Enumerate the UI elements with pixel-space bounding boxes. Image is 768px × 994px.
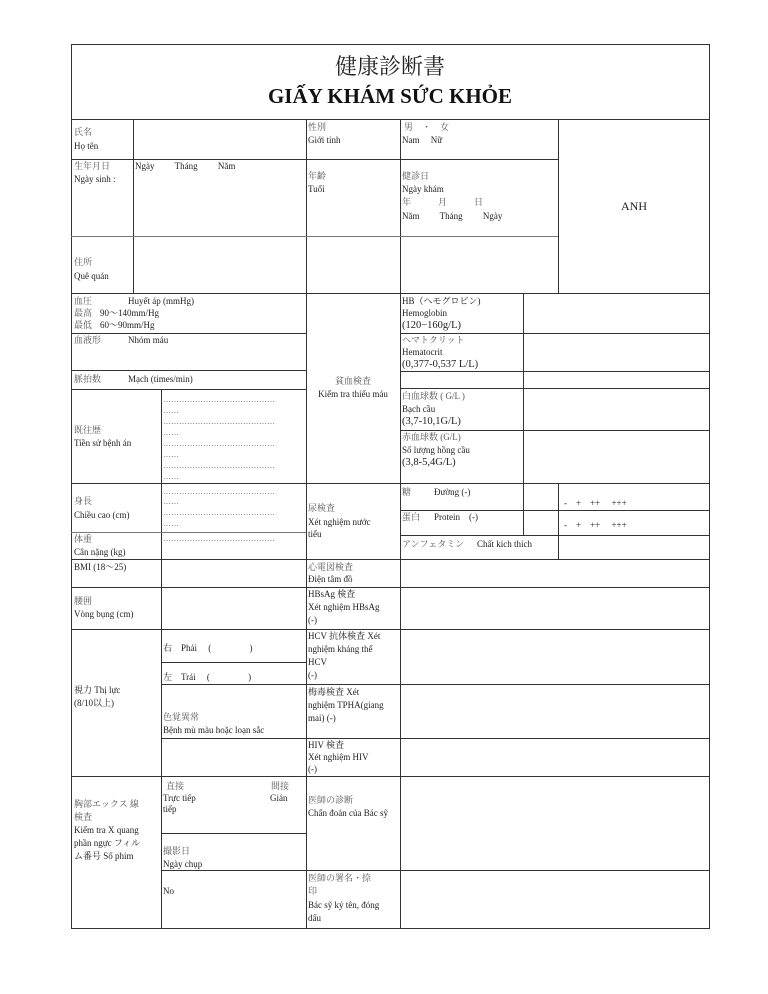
- protein-label-jp: 蛋白: [402, 512, 421, 522]
- gender-label: Giới tính: [308, 135, 341, 145]
- dotted-line: ……: [163, 519, 179, 528]
- dotted-line: ……: [163, 450, 179, 459]
- wbc-range: (3,7-10,1G/L): [402, 416, 461, 427]
- border-left: [71, 44, 72, 929]
- rbc-value-field[interactable]: [524, 431, 709, 482]
- protein-scale[interactable]: - + ++ +++: [564, 520, 627, 530]
- diagnosis-label: Chẩn đoán của Bác sỹ: [308, 808, 388, 818]
- vision-range: (8/10以上): [74, 698, 114, 708]
- protein-label: Protein (-): [434, 512, 478, 522]
- divider: [161, 662, 306, 663]
- amphetamine-value-field[interactable]: [559, 536, 709, 559]
- ecg-label-jp: 心電図検査: [308, 562, 354, 572]
- dotted-line: ……………………………………: [163, 534, 275, 543]
- tpha-label-3: mai) (-): [308, 713, 336, 723]
- dotted-line: ……………………………………: [163, 508, 275, 517]
- waist-label-jp: 腰囲: [74, 596, 93, 606]
- birthdate-label: Ngày sinh :: [74, 174, 116, 184]
- hcv-label-1: HCV 抗体検査 Xét: [308, 631, 381, 641]
- xray-indirect-jp: 間接: [271, 781, 290, 791]
- sugar-scale[interactable]: - + ++ +++: [564, 498, 627, 508]
- sugar-label-jp: 糖: [402, 487, 412, 497]
- pulse-label-jp: 脈拍数: [74, 374, 102, 384]
- dotted-line: ……………………………………: [163, 395, 275, 404]
- xray-date-label-jp: 撮影日: [163, 846, 191, 856]
- hometown-label: Quê quán: [74, 271, 109, 281]
- hometown-field[interactable]: [134, 237, 305, 292]
- hct-range: (0,377-0,537 L/L): [402, 359, 479, 370]
- xray-direct-option[interactable]: Trực tiếp: [163, 793, 196, 803]
- hb-label: Hemoglobin: [402, 308, 447, 318]
- wbc-label-jp: 白血球数 ( G/L ): [402, 391, 465, 401]
- xray-direct-jp: 直接: [166, 781, 185, 791]
- anemia-label: Kiểm tra thiếu máu: [318, 389, 388, 399]
- anemia-label-jp: 貧血検査: [334, 376, 371, 386]
- tpha-label-1: 梅毒検査 Xét: [308, 687, 360, 697]
- name-label-jp: 氏名: [74, 127, 93, 137]
- hometown-label-jp: 住所: [74, 257, 93, 267]
- age-label: Tuổi: [308, 184, 325, 194]
- divider: [71, 483, 306, 484]
- xray-indirect-option[interactable]: Gián: [270, 793, 288, 803]
- vision-label: 視力 Thị lực: [74, 685, 121, 695]
- tpha-label-2: nghiệm TPHA(giang: [308, 700, 384, 710]
- divider: [306, 483, 710, 484]
- diagnosis-label-jp: 医師の診断: [308, 795, 354, 805]
- urine-label-2: tiểu: [308, 529, 322, 539]
- pulse-label: Mạch (times/min): [128, 374, 193, 384]
- history-label-jp: 既往歴: [74, 425, 102, 435]
- hcv-value-field[interactable]: [401, 630, 709, 683]
- history-field[interactable]: [162, 392, 305, 482]
- xray-number-label: No: [163, 886, 174, 896]
- gender-label-jp: 性別: [308, 122, 327, 132]
- signature-label-2: dấu: [308, 913, 321, 923]
- height-field[interactable]: [162, 485, 305, 531]
- vision-left-field[interactable]: 左 Trái ( ): [163, 672, 252, 682]
- hcv-label-3: HCV: [308, 657, 328, 667]
- birthdate-field[interactable]: Ngày Tháng Năm: [135, 161, 236, 171]
- xray-label-2: phần ngực フィル: [74, 838, 141, 848]
- hb-range: (120−160g/L): [402, 320, 461, 331]
- hct-label-jp: ヘマトクリット: [402, 335, 465, 345]
- dotted-line: ……: [163, 428, 179, 437]
- divider: [400, 119, 401, 293]
- color-blindness-label-jp: 色覚異常: [163, 712, 200, 722]
- dotted-line: ……: [163, 497, 179, 506]
- signature-label-jp-2: 印: [308, 886, 318, 896]
- rbc-range: (3,8-5,4G/L): [402, 457, 456, 468]
- border-right: [709, 44, 710, 929]
- exam-date-fields-jp: 年 月 日: [402, 197, 484, 207]
- vision-right-field[interactable]: 右 Phải ( ): [163, 643, 253, 653]
- wbc-value-field[interactable]: [524, 389, 709, 429]
- bp-label: Huyết áp (mmHg): [128, 296, 194, 306]
- title-vietnamese: GIẤY KHÁM SỨC KHỎE: [267, 84, 513, 108]
- hbsag-value-field[interactable]: [401, 588, 709, 628]
- hiv-value-field[interactable]: [401, 739, 709, 775]
- hcv-label-2: nghiệm kháng thể: [308, 644, 373, 654]
- xray-label-jp-1: 胸部エックス 線: [74, 799, 139, 809]
- ecg-label: Điện tâm đồ: [308, 574, 353, 584]
- hbsag-label-2: Xét nghiệm HBsAg: [308, 602, 380, 612]
- sugar-label: Đường (-): [434, 487, 471, 497]
- weight-label-jp: 体重: [74, 534, 93, 544]
- bp-min-range: 60～90mm/Hg: [100, 320, 155, 330]
- exam-date-label-jp: 健診日: [402, 171, 430, 181]
- exam-date-field[interactable]: Năm Tháng Ngày: [402, 211, 503, 221]
- amphetamine-label: Chất kích thích: [477, 539, 532, 549]
- bp-max-label: 最高: [74, 308, 93, 318]
- hb-label-jp: HB（ヘモグロビン): [402, 296, 481, 306]
- xray-label-3: ム番号 Số phim: [74, 851, 134, 861]
- divider: [306, 119, 307, 293]
- dotted-line: ……: [163, 406, 179, 415]
- hb-value-field[interactable]: [524, 294, 709, 332]
- bp-max-range: 90～140mm/Hg: [100, 308, 160, 318]
- hiv-label-1: HIV 検査: [308, 740, 345, 750]
- dotted-line: ……………………………………: [163, 439, 275, 448]
- divider: [71, 389, 306, 390]
- signature-label-1: Bác sỹ ký tên, đóng: [308, 900, 380, 910]
- height-label-jp: 身長: [74, 496, 93, 506]
- weight-field[interactable]: [162, 533, 305, 558]
- birthdate-label-jp: 生年月日: [74, 161, 111, 171]
- amphetamine-label-jp: アンフェタミン: [402, 539, 465, 549]
- tpha-value-field[interactable]: [401, 685, 709, 737]
- bmi-label: BMI (18～25): [74, 562, 127, 572]
- gender-options[interactable]: Nam Nữ: [402, 135, 443, 145]
- divider: [400, 371, 710, 372]
- dotted-line: ……: [163, 472, 179, 481]
- dotted-line: ……………………………………: [163, 461, 275, 470]
- border-top: [71, 44, 710, 45]
- diagnosis-field[interactable]: [401, 777, 709, 869]
- rbc-label-jp: 赤血球数 (G/L): [402, 432, 461, 442]
- name-label: Họ tên: [74, 141, 99, 151]
- blood-type-label: Nhóm máu: [128, 335, 169, 345]
- bp-min-label: 最低: [74, 320, 93, 330]
- weight-label: Cân nặng (kg): [74, 547, 126, 557]
- border-bottom: [71, 928, 710, 929]
- hbsag-label-3: (-): [308, 615, 317, 625]
- ecg-value-field[interactable]: [401, 560, 709, 586]
- color-blindness-label: Bệnh mù màu hoặc loạn sắc: [163, 725, 265, 735]
- signature-field[interactable]: [401, 871, 709, 927]
- hiv-label-3: (-): [308, 764, 317, 774]
- title-japanese: 健康診断書: [334, 55, 445, 80]
- age-label-jp: 年齢: [308, 171, 327, 181]
- xray-label-1: Kiểm tra X quang: [74, 825, 139, 835]
- urine-label-jp: 尿検査: [308, 503, 336, 513]
- hcv-label-4: (-): [308, 670, 317, 680]
- dotted-line: ……………………………………: [163, 417, 275, 426]
- xray-date-label: Ngày chụp: [163, 859, 203, 869]
- hbsag-label-1: HBsAg 検査: [308, 589, 356, 599]
- hct-label: Hematocrit: [402, 347, 443, 357]
- history-label: Tiền sử bệnh án: [74, 438, 132, 448]
- divider: [161, 833, 306, 834]
- hct-value-field[interactable]: [524, 334, 709, 370]
- blood-type-label-jp: 血液形: [74, 335, 102, 345]
- xray-label-jp-2: 検査: [74, 812, 93, 822]
- xray-indirect-option-2: tiếp: [163, 804, 177, 814]
- bp-label-jp: 血圧: [74, 296, 93, 306]
- waist-field[interactable]: [162, 588, 305, 628]
- waist-label: Vòng bụng (cm): [74, 609, 134, 619]
- photo-box: [559, 120, 709, 293]
- signature-label-jp-1: 医師の署名・捺: [308, 873, 372, 883]
- hiv-label-2: Xét nghiệm HIV: [308, 752, 369, 762]
- gender-options-jp[interactable]: 男 ・ 女: [404, 122, 450, 132]
- rbc-label: Số lượng hồng cầu: [402, 445, 470, 455]
- photo-label: ANH: [621, 199, 647, 213]
- height-label: Chiều cao (cm): [74, 510, 130, 520]
- exam-date-label: Ngày khám: [402, 184, 444, 194]
- divider: [71, 370, 306, 371]
- divider: [71, 333, 306, 334]
- urine-label-1: Xét nghiệm nước: [308, 517, 371, 527]
- bmi-field[interactable]: [162, 560, 305, 586]
- name-field[interactable]: [134, 120, 305, 158]
- dotted-line: ……………………………………: [163, 487, 275, 496]
- wbc-label: Bạch cầu: [402, 404, 436, 414]
